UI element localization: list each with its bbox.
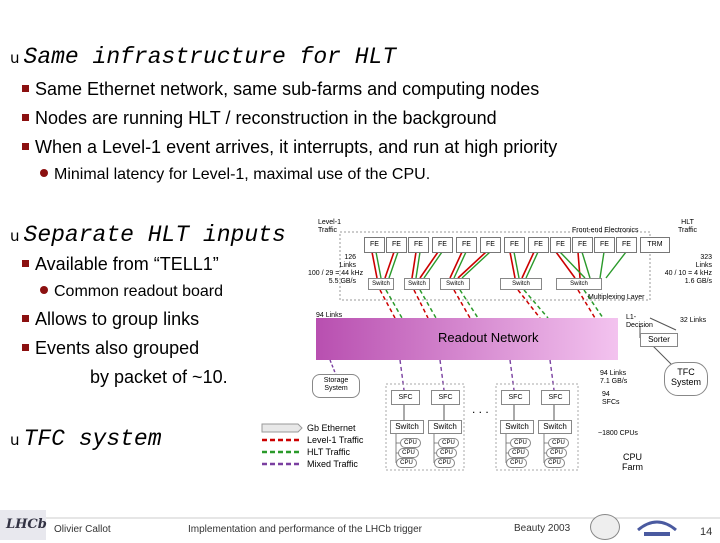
bullet-text: Allows to group links — [35, 309, 200, 329]
readout-network-label: Readout Network — [438, 330, 539, 345]
sfc-box: SFC — [501, 390, 530, 405]
cpu-node: CPU — [396, 458, 417, 468]
switch-box: Switch — [440, 278, 470, 290]
level1-link-rates: 126 Links 100 / 29 = 44 kHz 5.5 GB/s — [308, 254, 364, 285]
footer-author: Olivier Callot — [54, 524, 111, 535]
l1-decision-label: L1- Decision — [626, 314, 653, 329]
sfc-box: SFC — [431, 390, 460, 405]
legend-mixed-traffic: Mixed Traffic — [307, 459, 358, 469]
bullet-text: Same Ethernet network, same sub-farms and computing nodes — [35, 79, 540, 99]
fe-box: FE — [456, 237, 477, 253]
cpu-node: CPU — [398, 448, 419, 458]
switch-box: Switch — [538, 420, 572, 434]
cpu-node: CPU — [436, 448, 457, 458]
cern-logo — [590, 514, 620, 540]
fe-box: FE — [528, 237, 549, 253]
fe-box: FE — [572, 237, 593, 253]
fe-box: FE — [504, 237, 525, 253]
sfc-box: SFC — [541, 390, 570, 405]
links-left-label: 94 Links — [316, 312, 343, 319]
sorter-box: Sorter — [640, 333, 678, 347]
level1-traffic-label: Level-1 Traffic — [318, 219, 341, 234]
diamond-bullet-icon: u — [10, 431, 20, 449]
multiplexing-layer-label: Multiplexing Layer — [588, 294, 645, 301]
cpu-count-label: ~1800 CPUs — [598, 430, 638, 437]
ellipsis-label: . . . — [472, 402, 489, 416]
fe-box: FE — [364, 237, 385, 253]
hlt-traffic-label: HLT Traffic — [678, 219, 698, 234]
section-title: Same infrastructure for HLT — [23, 44, 397, 70]
trm-box: TRM — [640, 237, 670, 253]
bullet-text: Nodes are running HLT / reconstruction in the background — [35, 108, 497, 128]
lhcb-logo-text: LHCb — [6, 517, 47, 532]
bullet-text: Available from “TELL1” — [35, 254, 219, 274]
cpu-node: CPU — [546, 448, 567, 458]
storage-system-box: Storage System — [312, 374, 360, 398]
hlt-link-rates: 323 Links 40 / 10 = 4 kHz 1.6 GB/s — [664, 254, 712, 285]
section-title: TFC system — [23, 426, 162, 452]
sfc-count-label: 94 SFCs — [602, 391, 620, 406]
switch-box: Switch — [500, 420, 534, 434]
legend-swatches — [262, 424, 302, 464]
bullet-continuation: by packet of ~10. — [90, 367, 228, 387]
legend-hlt-traffic: HLT Traffic — [307, 447, 351, 457]
bullet-text: When a Level-1 event arrives, it interrupts, and run at high priority — [35, 137, 558, 157]
sub-bullet-text: Common readout board — [54, 283, 223, 300]
cpu-node: CPU — [508, 448, 529, 458]
cpu-node: CPU — [548, 438, 569, 448]
page-number: 14 — [700, 526, 713, 538]
section-title: Separate HLT inputs — [23, 222, 286, 248]
fe-box: FE — [594, 237, 615, 253]
footer-title: Implementation and performance of the LHCb trigger — [188, 524, 423, 535]
sfc-box: SFC — [391, 390, 420, 405]
cpu-node: CPU — [434, 458, 455, 468]
lal-logo — [634, 512, 680, 538]
readout-rate-label: 94 Links 7.1 GB/s — [600, 370, 628, 385]
switch-box: Switch — [404, 278, 430, 290]
switch-box: Switch — [428, 420, 462, 434]
sub-bullet-text: Minimal latency for Level-1, maximal use of the CPU. — [54, 166, 431, 183]
cpu-node: CPU — [400, 438, 421, 448]
bullet-text: Events also grouped — [35, 338, 200, 358]
fe-box: FE — [432, 237, 453, 253]
cpu-node: CPU — [506, 458, 527, 468]
fe-box: FE — [616, 237, 637, 253]
fe-box: FE — [386, 237, 407, 253]
links-right-label: 32 Links — [680, 317, 707, 324]
switch-box: Switch — [500, 278, 542, 290]
frontend-electronics-label: Front-end Electronics — [572, 227, 639, 234]
fe-box: FE — [480, 237, 501, 253]
fe-box: FE — [550, 237, 571, 253]
cpu-node: CPU — [438, 438, 459, 448]
cpu-node: CPU — [544, 458, 565, 468]
cpu-node: CPU — [510, 438, 531, 448]
switch-box: Switch — [556, 278, 602, 290]
diamond-bullet-icon: u — [10, 227, 20, 245]
cpu-farm-label: CPU Farm — [622, 452, 643, 472]
diamond-bullet-icon: u — [10, 49, 20, 67]
legend-level1-traffic: Level-1 Traffic — [307, 435, 364, 445]
lhcb-logo — [0, 510, 46, 540]
footer-event: Beauty 2003 — [514, 523, 571, 534]
legend-gb-ethernet: Gb Ethernet — [307, 423, 356, 433]
tfc-system-box: TFC System — [664, 362, 708, 396]
switch-box: Switch — [390, 420, 424, 434]
switch-box: Switch — [368, 278, 394, 290]
fe-box: FE — [408, 237, 429, 253]
